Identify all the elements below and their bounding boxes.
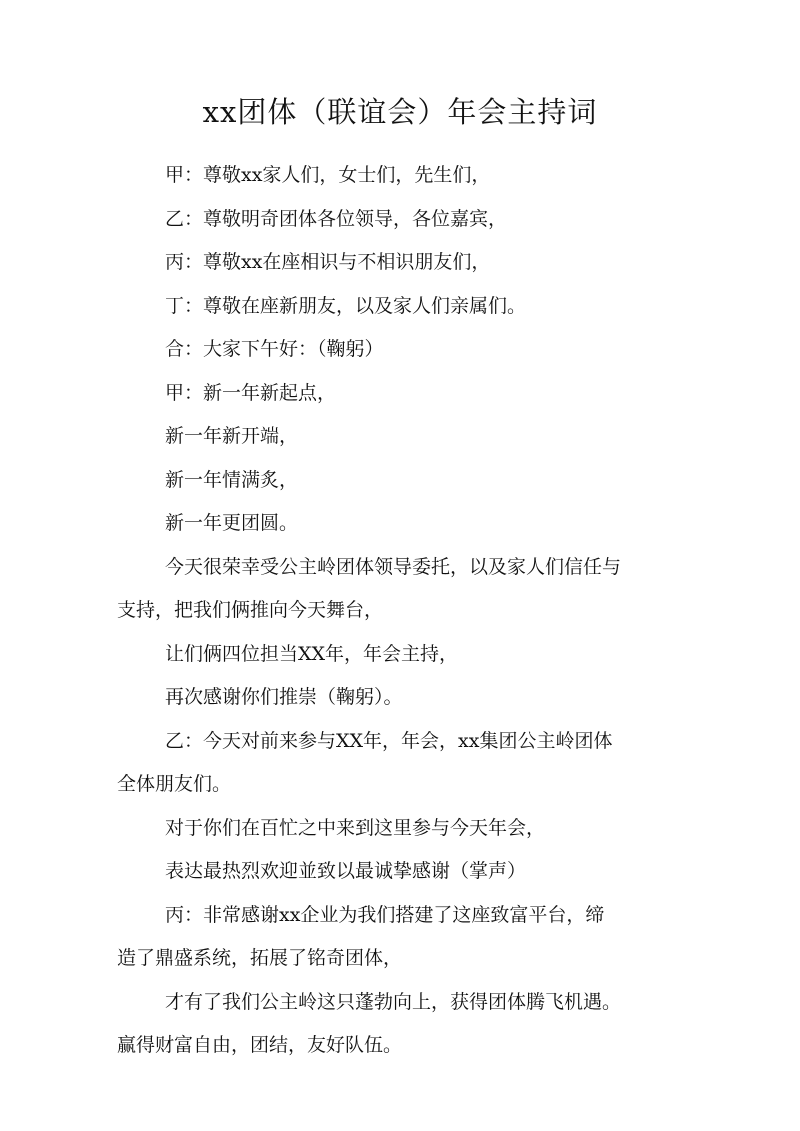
paragraph-line: 才有了我们公主岭这只蓬勃向上，获得团体腾飞机遇。 [165,990,622,1013]
paragraph-line: 再次感谢你们推崇（鞠躬）。 [165,686,403,708]
paragraph-line: 新一年更团圆。 [165,512,299,534]
paragraph-line: 新一年新开端， [165,425,299,447]
paragraph-line: 乙：尊敬明奇团体各位领导，各位嘉宾， [165,207,508,230]
paragraph-line: 支持，把我们俩推向今天舞台， [117,599,384,621]
paragraph-line: 甲：尊敬xx家人们，女士们，先生们， [165,164,491,186]
paragraph-line: 今天很荣幸受公主岭团体领导委托，以及家人们信任与 [165,555,622,578]
paragraph-line: 丙：尊敬xx在座相识与不相识朋友们， [165,251,491,273]
paragraph-line: 让们俩四位担当XX年，年会主持， [165,642,459,665]
document-body [117,155,687,1069]
paragraph-line: 全体朋友们。 [117,773,232,795]
paragraph-line: 表达最热烈欢迎並致以最诚挚感谢（掌声） [165,860,527,882]
paragraph-line: 丙：非常感谢xx企业为我们搭建了这座致富平台，缔 [165,903,605,926]
paragraph-line: 丁：尊敬在座新朋友，以及家人们亲属们。 [165,294,527,317]
paragraph-line: 甲：新一年新起点， [165,381,337,404]
paragraph-line: 赢得财富自由，团结，友好队伍。 [117,1034,403,1056]
paragraph-line: 合：大家下午好：（鞠躬） [165,338,384,360]
paragraph-line: 新一年情满炙， [165,468,299,491]
paragraph-line: 乙：今天对前来参与XX年，年会，xx集团公主岭团体 [165,729,613,752]
paragraph-line: 对于你们在百忙之中来到这里参与今天年会， [165,816,546,839]
document-title: xx团体（联谊会）年会主持词 [202,95,598,129]
paragraph-line: 造了鼎盛系统，拓展了铭奇团体， [117,947,403,969]
